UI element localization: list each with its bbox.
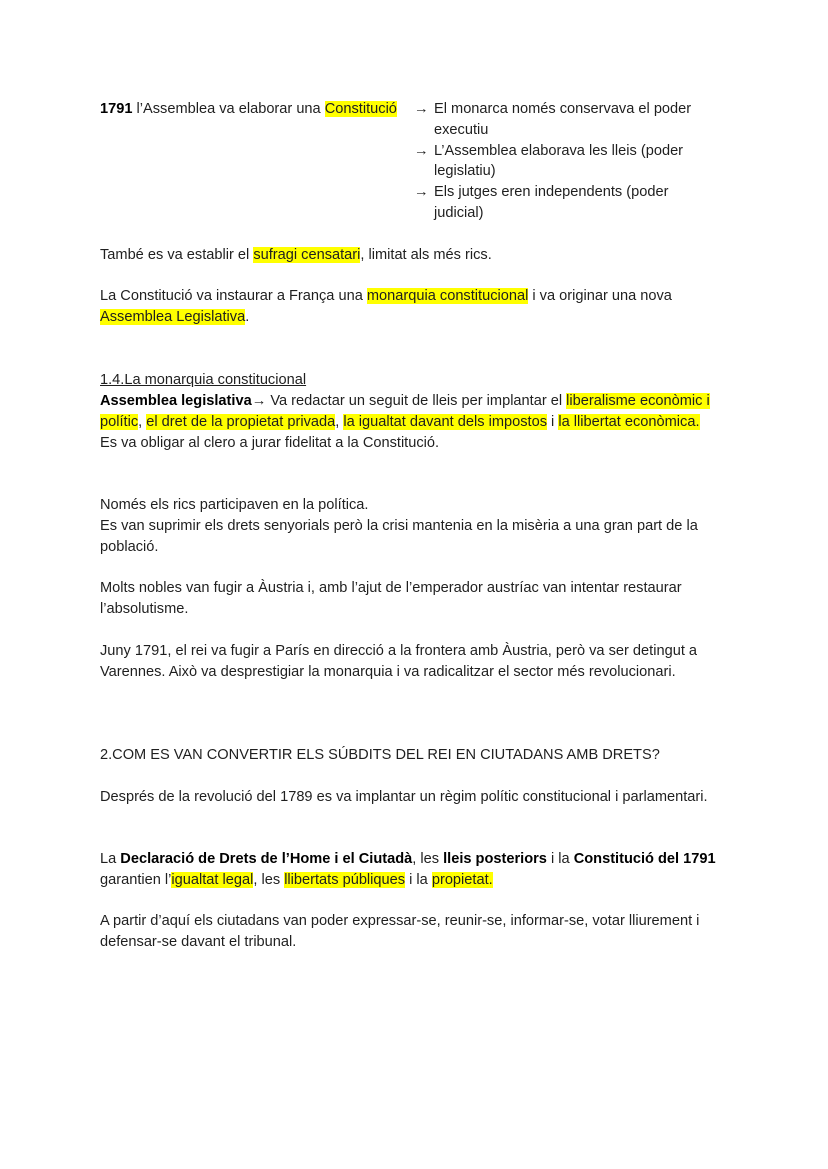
monarquia-highlight: monarquia constitucional — [366, 288, 529, 304]
monarquia-paragraph — [100, 286, 740, 328]
arrow-icon: → — [251, 393, 267, 409]
clero-sentence: Es va obligar al clero a jurar fidelitat a la Constitució. — [100, 434, 440, 451]
section-2-paragraph-1: Després de la revolució del 1789 es va implantar un règim polític constitucional i parlamentari. — [100, 789, 708, 805]
assemblea-legislativa-bold: Assemblea legislativa — [100, 393, 252, 409]
text-run: i la — [405, 871, 432, 888]
text-run: La — [100, 851, 121, 867]
text-run: També es va establir el — [100, 247, 254, 263]
arrow-icon: → — [414, 101, 429, 117]
text-run: , — [335, 413, 344, 430]
arrow-icon: → — [414, 142, 429, 159]
section-2-title: 2.COM ES VAN CONVERTIR ELS SÚBDITS DEL REI EN CIUTADANS AMB DRETS? — [100, 747, 660, 763]
llibertats-highlight: llibertats públiques — [284, 871, 406, 888]
text-run: Va redactar un seguit de lleis per implantar el — [266, 393, 567, 409]
text-run: , — [138, 413, 147, 430]
text-run: , limitat als més rics. — [360, 247, 492, 263]
rics-paragraph — [100, 495, 740, 557]
llibertat-highlight: la llibertat econòmica. — [558, 413, 700, 430]
assemblea-legislativa-paragraph — [100, 391, 740, 453]
arrow-item — [414, 99, 714, 141]
section-2-paragraph-3: A partir d’aquí els ciutadans van poder expressar-se, reunir-se, informar-se, votar lliurement i defensar-se davant el tribunal. — [100, 913, 700, 950]
propietat-highlight: el dret de la propietat privada — [146, 413, 336, 430]
text-run: i va originar una nova — [528, 288, 672, 304]
arrow-item — [414, 141, 714, 183]
lleis-bold: lleis posteriors — [443, 851, 547, 867]
arrow-item-text: El monarca només conservava el poder executiu — [434, 101, 692, 138]
igualtat-legal-highlight: igualtat legal — [171, 871, 254, 888]
text-run: , les — [253, 871, 285, 888]
text-run: i — [547, 413, 559, 430]
nobles-paragraph: Molts nobles van fugir a Àustria i, amb l’ajut de l’emperador austríac van intentar restaurar l’absolutisme. — [100, 580, 682, 617]
declaracio-bold: Declaració de Drets de l’Home i el Ciutadà — [120, 851, 413, 867]
sufragi-highlight: sufragi censatari — [253, 247, 361, 263]
liberalisme-highlight: liberalisme econòmic i polític — [100, 393, 710, 430]
drets-sentence: Es van suprimir els drets senyorials però la crisi mantenia en la misèria a una gran part de la població. — [100, 517, 698, 555]
arrow-icon: → — [414, 184, 429, 201]
constitution-arrow-list — [414, 99, 714, 224]
section-2-paragraph-2 — [100, 849, 740, 891]
igualtat-highlight: la igualtat davant dels impostos — [343, 413, 547, 430]
propietat-final-highlight: propietat. — [431, 871, 493, 888]
section-14-title: 1.4.La monarquia constitucional — [100, 372, 307, 388]
arrow-item-text: L’Assemblea elaborava les lleis (poder legislatiu) — [434, 142, 684, 180]
text-run: La Constitució va instaurar a França una — [100, 288, 367, 304]
rics-sentence: Només els rics participaven en la política. — [100, 497, 369, 513]
text-run: . — [245, 308, 250, 325]
text-run: , les — [412, 851, 444, 867]
arrow-item-text: Els jutges eren independents (poder judicial) — [434, 184, 669, 221]
sufragi-paragraph — [100, 245, 740, 266]
constitution-intro: l’Assemblea va elaborar una — [132, 101, 325, 117]
juny-paragraph: Juny 1791, el rei va fugir a París en direcció a la frontera amb Àustria, però va ser detingut a Varennes. Això va desprestigiar la monarquia i va radicalitzar el sector més revolucionari. — [100, 643, 698, 680]
constitucio-highlight: Constitució — [324, 101, 397, 117]
assemblea-highlight: Assemblea Legislativa — [100, 308, 246, 325]
year-1791: 1791 — [100, 101, 133, 117]
arrow-item — [414, 182, 714, 224]
text-run: garantien l’ — [100, 871, 172, 888]
constitucio-1791-bold: Constitució del 1791 — [573, 851, 716, 867]
text-run: i la — [546, 851, 574, 867]
